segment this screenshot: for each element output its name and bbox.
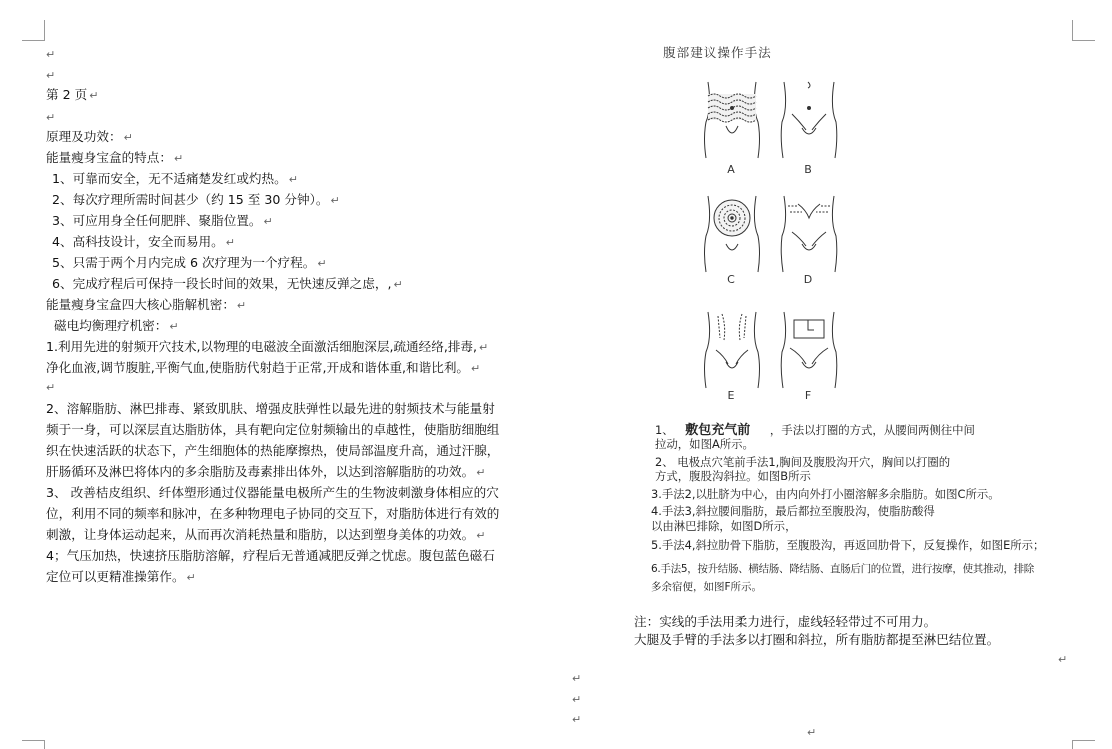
paragraph-mark: ↵ <box>572 693 582 706</box>
figure-b-diagram <box>778 78 840 160</box>
section-heading: 原理及功效： ↵ <box>46 129 133 144</box>
figure-label-e: E <box>727 389 735 402</box>
paragraph-mark: ↵ <box>46 111 56 124</box>
paragraph-2-line: 织在快速活跃的状态下，产生细胞体的热能摩擦热，使局部温度升高，通过汗腺， <box>46 443 500 458</box>
paragraph-mark: ↵ <box>1058 653 1068 666</box>
crop-mark-bottom-right <box>1072 740 1095 749</box>
feature-item: 1、可靠而安全，无不适痛楚发红或灼热。 ↵ <box>52 171 298 186</box>
note-line: 大腿及手臂的手法多以打圈和斜拉，所有脂肪都提至淋巴结位置。 <box>634 632 1000 647</box>
core-title: 能量瘦身宝盒四大核心脂解机密： ↵ <box>46 297 247 312</box>
paragraph-mark: ↵ <box>46 381 56 394</box>
step-4: 4.手法3,斜拉腰间脂肪，最后都拉至腹股沟，使脂肪酸得 <box>651 504 935 518</box>
paragraph-2-line: 肝肠循环及淋巴将体内的多余脂肪及毒素排出体外，以达到溶解脂肪的功效。 ↵ <box>46 464 486 479</box>
paragraph-1-line: 净化血液,调节腹脏,平衡气血,使脂肪代射趋于正常,开成和谐体重,和谐比利。 ↵ <box>46 360 481 375</box>
step-1-cont: 拉动，如图A所示。 <box>655 437 754 451</box>
paragraph-3-line: 刺激，让身体运动起来，从而再次消耗热量和脂肪，以达到塑身美体的功效。 ↵ <box>46 527 486 542</box>
feature-item: 5、只需于两个月内完成 6 次疗理为一个疗程。 ↵ <box>52 255 327 270</box>
figure-label-a: A <box>727 163 735 176</box>
figure-label-b: B <box>804 163 812 176</box>
feature-item: 4、高科技设计，安全而易用。 ↵ <box>52 234 235 249</box>
paragraph-2-line: 2、溶解脂肪、淋巴排毒、紧致肌肤、增强皮肤弹性以最先进的射频技术与能量射 <box>46 401 495 416</box>
crop-mark-bottom-left <box>22 740 45 749</box>
step-4-cont: 以由淋巴排除，如图D所示， <box>651 519 797 533</box>
step-5: 5.手法4,斜拉肋骨下脂肪，至腹股沟，再返回肋骨下，反复操作，如图E所示； <box>651 538 1045 552</box>
figure-d-diagram <box>778 192 840 274</box>
step-2-cont: 方式，腹股沟斜拉。如图B所示 <box>655 469 811 483</box>
paragraph-1-line: 1.利用先进的射频开穴技术,以物理的电磁波全面激活细胞深层,疏通经络,排毒, ↵ <box>46 339 489 354</box>
figure-f-diagram <box>778 308 840 390</box>
features-title: 能量瘦身宝盒的特点： ↵ <box>46 150 184 165</box>
step-3: 3.手法2,以肚脐为中心，由内向外打小圈溶解多余脂肪。如图C所示。 <box>651 487 1000 501</box>
paragraph-2-line: 频于一身，可以深层直达脂肪体，具有靶向定位射频输出的卓越性，使脂肪细胞组 <box>46 422 500 437</box>
figure-label-d: D <box>803 273 813 286</box>
figure-title: 腹部建议操作手法 <box>663 45 772 60</box>
paragraph-mark: ↵ <box>807 726 817 739</box>
feature-item: 2、每次疗理所需时间甚少（约 15 至 30 分钟）。 ↵ <box>52 192 340 207</box>
feature-item: 3、可应用身全任何肥胖、聚脂位置。 ↵ <box>52 213 273 228</box>
paragraph-mark: ↵ <box>572 713 582 726</box>
page-number: 第 2 页 ↵ <box>46 87 99 102</box>
paragraph-3-line: 3、 改善桔皮组织、纤体塑形通过仪器能量电极所产生的生物波刺激身体相应的穴 <box>46 485 499 500</box>
step-1: 1、 敷包充气前 ，手法以打圈的方式，从腰间两侧往中间 <box>655 423 975 438</box>
paragraph-mark: ↵ <box>46 48 56 61</box>
step-2: 2、 电极点穴笔前手法1,胸间及腹股沟开穴，胸间以打圈的 <box>655 455 951 469</box>
paragraph-4-line: 4；气压加热，快速挤压脂肪溶解，疗程后无普通减肥反弹之忧虑。腹包蓝色磁石 <box>46 548 495 563</box>
note-line: 注：实线的手法用柔力进行，虚线轻轻带过不可用力。 <box>634 614 937 629</box>
step-6: 6.手法5，按升结肠、横结肠、降结肠、直肠后门的位置，进行按摩，使其推动，排除 <box>651 563 1034 575</box>
paragraph-mark: ↵ <box>572 672 582 685</box>
crop-mark-top-left <box>22 20 45 41</box>
paragraph-4-line: 定位可以更精准操第作。 ↵ <box>46 569 196 584</box>
figure-label-f: F <box>804 389 812 402</box>
figure-e-diagram <box>700 308 764 390</box>
figure-c-diagram <box>700 192 764 274</box>
paragraph-mark: ↵ <box>46 69 56 82</box>
step-6-cont: 多余宿便，如图F所示。 <box>651 581 763 593</box>
magnetic-title: 磁电均衡理疗机密： ↵ <box>54 318 179 333</box>
feature-item: 6、完成疗程后可保持一段长时间的效果，无快速反弹之虑，, ↵ <box>52 276 403 291</box>
figure-label-c: C <box>727 273 735 286</box>
paragraph-3-line: 位，利用不同的频率和脉冲，在多种物理电子协同的交互下，对脂肪体进行有效的 <box>46 506 500 521</box>
crop-mark-top-right <box>1072 20 1095 41</box>
figure-a-diagram <box>700 78 764 160</box>
